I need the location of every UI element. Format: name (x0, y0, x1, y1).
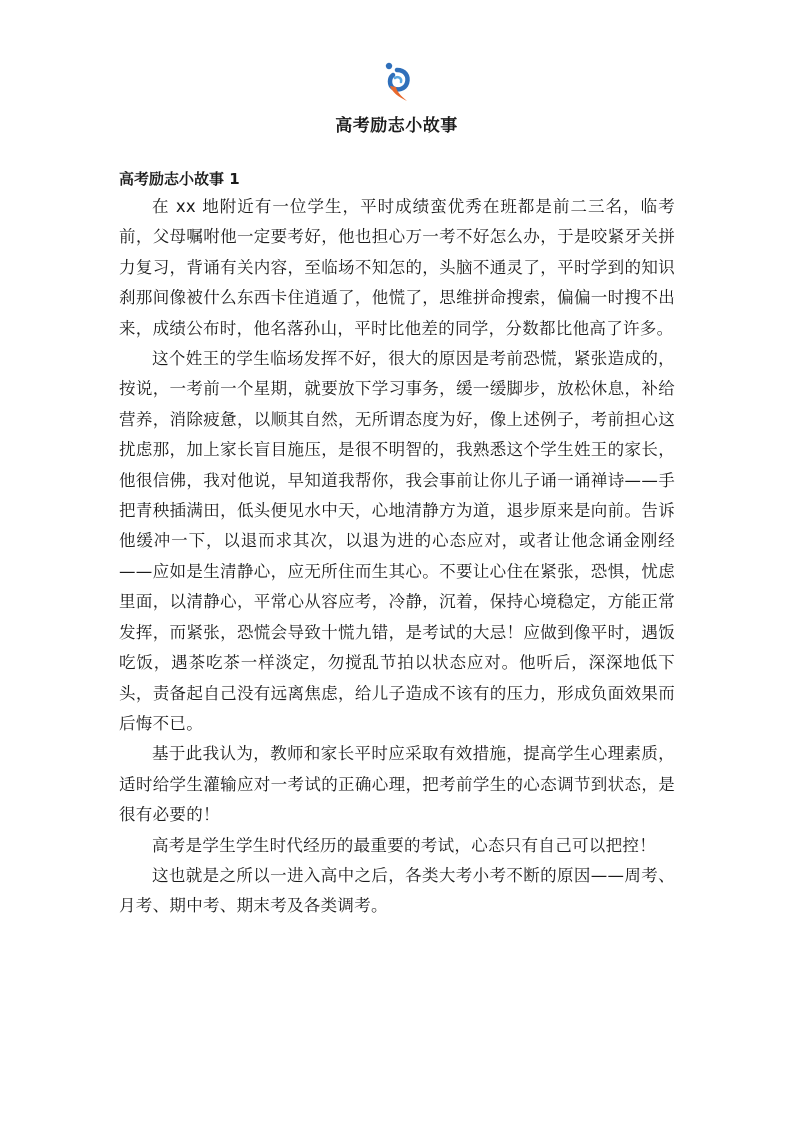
paragraph-1: 在 xx 地附近有一位学生，平时成绩蛮优秀在班都是前二三名，临考前，父母嘱咐他一定要考好，他也担心万一考不好怎么办，于是咬紧牙关拼力复习，背诵有关内容，至临场不知怎的，头脑不通灵了，平时学到的知识刹那间像被什么东西卡住逍遁了，他慌了，思维拼命搜索，偏偏一时搜不出来，成绩公布时，他名落孙山，平时比他差的同学，分数都比他高了许多。 (119, 197, 675, 338)
document-body (119, 166, 675, 922)
paragraph-2: 这个姓王的学生临场发挥不好，很大的原因是考前恐慌，紧张造成的，按说，一考前一个星期，就要放下学习事务，缓一缓脚步，放松休息，补给营养，消除疲惫，以顺其自然，无所谓态度为好，像上述例子，考前担心这扰虑那，加上家长盲目施压，是很不明智的，我熟悉这个学生姓王的家长，他很信佛，我对他说，早知道我帮你，我会事前让你儿子诵一诵禅诗——手把青秧插满田，低头便见水中天，心地清静方为道，退步原来是向前。告诉他缓冲一下，以退而求其次，以退为进的心态应对，或者让他念诵金刚经——应如是生清静心，应无所住而生其心。不要让心住在紧张，恐惧，忧虑里面，以清静心，平常心从容应考，冷静，沉着，保持心境稳定，方能正常发挥，而紧张，恐慌会导致十慌九错，是考试的大忌！应做到像平时，遇饭吃饭，遇茶吃茶一样淡定，勿搅乱节拍以状态应对。他听后，深深地低下头，责备起自己没有远离焦虑，给儿子造成不该有的压力，形成负面效果而后悔不已。 (119, 349, 675, 733)
paragraph-5: 这也就是之所以一进入高中之后，各类大考小考不断的原因——周考、月考、期中考、期末考及各类调考。 (119, 865, 675, 916)
paragraph-4: 高考是学生学生时代经历的最重要的考试，心态只有自己可以把控！ (152, 835, 656, 855)
document-title: 高考励志小故事 (335, 116, 458, 136)
section-heading: 高考励志小故事 1 (119, 170, 240, 188)
brand-logo-icon (381, 60, 413, 104)
paragraph-3: 基于此我认为，教师和家长平时应采取有效措施，提高学生心理素质，适时给学生灌输应对一考试的正确心理，把考前学生的心态调节到状态，是很有必要的！ (119, 744, 675, 825)
